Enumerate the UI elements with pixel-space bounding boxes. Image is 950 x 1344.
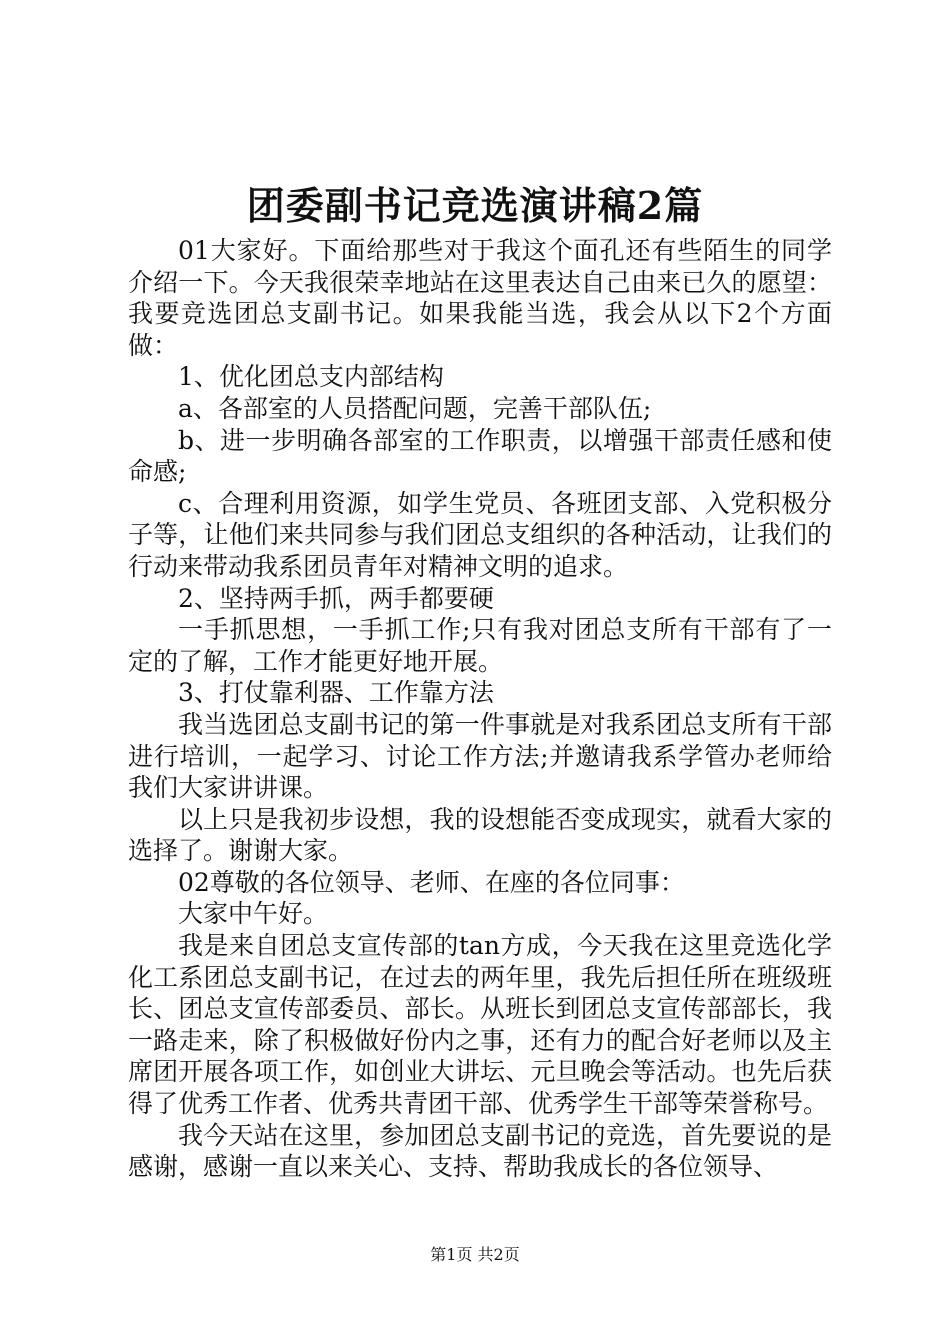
paragraph: 01大家好。下面给那些对于我这个面孔还有些陌生的同学介绍一下。今天我很荣幸地站在这里表达自己由来已久的愿望：我要竞选团总支副书记。如果我能当选，我会从以下2个方面做： xyxy=(128,236,832,360)
paragraph: c、合理利用资源，如学生党员、各班团支部、入党积极分子等，让他们来共同参与我们团总支组织的各种活动，让我们的行动来带动我系团员青年对精神文明的追求。 xyxy=(128,488,832,581)
paragraph: 大家中午好。 xyxy=(178,899,329,929)
paragraph: 3、打仗靠利器、工作靠方法 xyxy=(178,678,494,708)
paragraph: 一手抓思想，一手抓工作;只有我对团总支所有干部有了一定的了解，工作才能更好地开展。 xyxy=(128,615,832,676)
paragraph: 我当选团总支副书记的第一件事就是对我系团总支所有干部进行培训，一起学习、讨论工作方法;并邀请我系学管办老师给我们大家讲讲课。 xyxy=(128,709,832,803)
document-title: 团委副书记竞选演讲稿2篇 xyxy=(246,183,704,228)
paragraph: 我今天站在这里，参加团总支副书记的竞选，首先要说的是感谢，感谢一直以来关心、支持、帮助我成长的各位领导、 xyxy=(128,1120,832,1182)
paragraph: a、各部室的人员搭配问题，完善干部队伍; xyxy=(178,393,652,423)
paragraph: 2、坚持两手抓，两手都要硬 xyxy=(178,583,494,613)
paragraph: b、进一步明确各部室的工作职责，以增强干部责任感和使命感; xyxy=(128,425,832,487)
document-body xyxy=(128,235,832,1183)
paragraph: 以上只是我初步设想，我的设想能否变成现实，就看大家的选择了。谢谢大家。 xyxy=(128,804,832,866)
paragraph: 我是来自团总支宣传部的tan方成，今天我在这里竞选化学化工系团总支副书记，在过去的两年里，我先后担任所在班级班长、团总支宣传部委员、部长。从班长到团总支宣传部部长，我一路走来，除了积极做好份内之事，还有力的配合好老师以及主席团开展各项工作，如创业大讲坛、元旦晚会等活动。也先后获得了优秀工作者、优秀共青团干部、优秀学生干部等荣誉称号。 xyxy=(128,931,832,1119)
paragraph: 02尊敬的各位领导、老师、在座的各位同事： xyxy=(178,867,685,897)
paragraph: 1、优化团总支内部结构 xyxy=(178,362,444,392)
page-footer: 第1页 共2页 xyxy=(430,1245,520,1264)
